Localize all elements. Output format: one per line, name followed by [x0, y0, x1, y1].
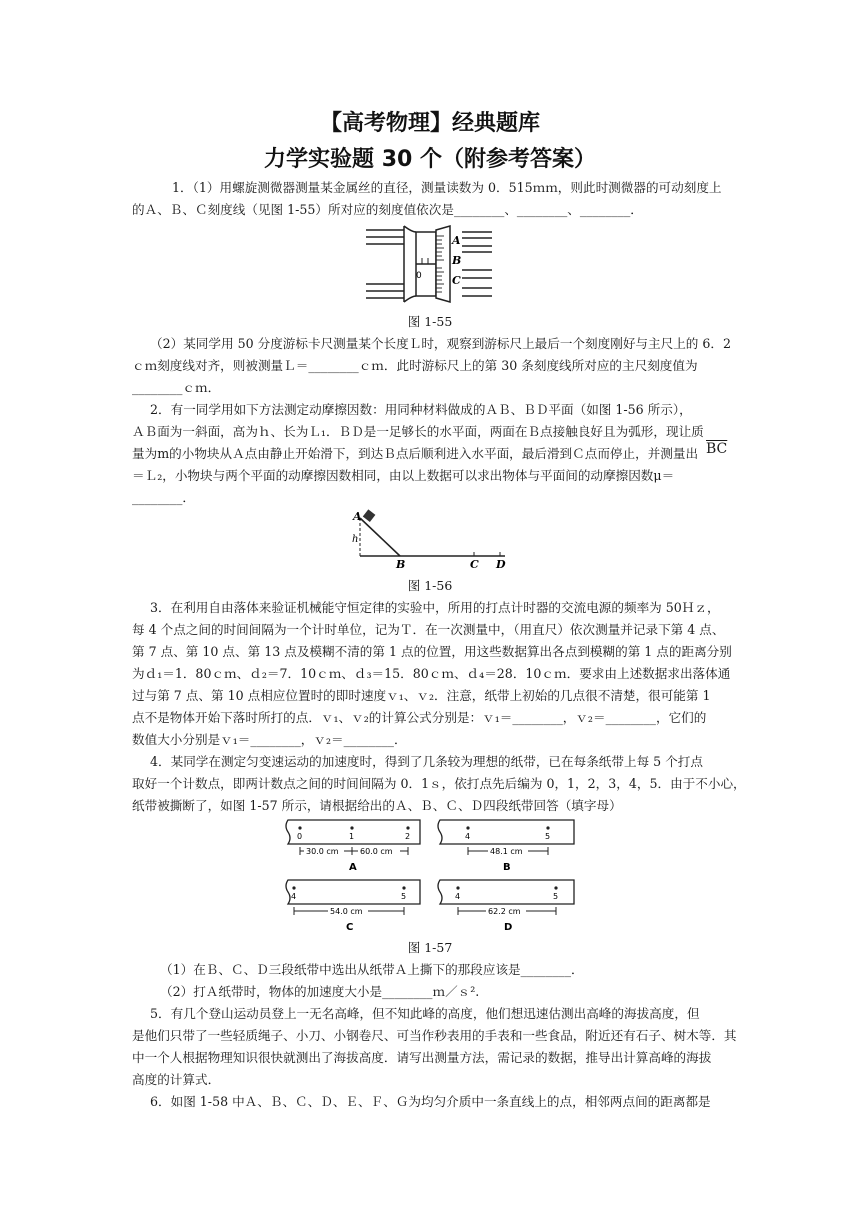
- text-line: ＝Ｌ₂，小物块与两个平面的动摩擦因数相同，由以上数据可以求出物体与平面间的动摩擦因数μ＝: [132, 468, 675, 483]
- micrometer-figure: [364, 222, 494, 306]
- text-line: 5．有几个登山运动员登上一无名高峰，但不知此峰的高度，他们想迅速估测出高峰的海拔高度，但: [150, 1006, 700, 1021]
- figure-caption: 图 1-57: [407, 940, 453, 955]
- tape-b-tick-4: 4: [465, 832, 471, 841]
- tape-c-dist: 54.0 cm: [330, 907, 363, 916]
- tape-a-dist1: 30.0 cm: [306, 847, 339, 856]
- text-line: （2）某同学用 50 分度游标卡尺测量某个长度Ｌ时，观察到游标尺上最后一个刻度刚好与主尺上的 6．2: [150, 336, 732, 351]
- tape-d-tick-5: 5: [553, 892, 559, 901]
- text-line: 6．如图 1-58 中Ａ、Ｂ、Ｃ、Ｄ、Ｅ、Ｆ、Ｇ为均匀介质中一条直线上的点，相邻两点间的距离都是: [150, 1094, 711, 1109]
- tape-d-tick-4: 4: [455, 892, 461, 901]
- tape-b: [438, 820, 574, 873]
- text-line: 4．某同学在测定匀变速运动的加速度时，得到了几条较为理想的纸带，已在每条纸带上每 5 个打点: [150, 754, 703, 769]
- text-line: 纸带被撕断了，如图 1-57 所示，请根据给出的Ａ、Ｂ、Ｃ、Ｄ四段纸带回答（填字母）: [132, 798, 622, 813]
- text-line: ＡＢ面为一斜面，高为ｈ、长为Ｌ₁．ＢＤ是一足够长的水平面，两面在Ｂ点接触良好且为弧形，现让质: [132, 424, 704, 439]
- text-line: 量为m的小物块从Ａ点由静止开始滑下，到达Ｂ点后顺利进入水平面，最后滑到Ｃ点而停止，并测量出: [132, 446, 699, 461]
- tape-b-tick-5: 5: [545, 832, 551, 841]
- text-line: （2）打Ａ纸带时，物体的加速度大小是________ｍ／ｓ².: [160, 984, 480, 999]
- text-line: 2．有一同学用如下方法测定动摩擦因数：用同种材料做成的ＡＢ、ＢＤ平面（如图 1-56 所示），: [150, 402, 692, 417]
- text-line: 中一个人根据物理知识很快就测出了海拔高度．请写出测量方法，需记录的数据，推导出计算高峰的海拔: [132, 1050, 712, 1065]
- tape-b-dist: 48.1 cm: [490, 847, 523, 856]
- tape-d-dist: 62.2 cm: [488, 907, 521, 916]
- incline-label-b: B: [396, 558, 406, 571]
- text-line: 1．（1）用螺旋测微器测量某金属丝的直径，测量读数为 0．515ｍｍ，则此时测微器的可动刻度上: [172, 180, 722, 195]
- text-line: 过与第 7 点、第 10 点相应位置时的即时速度ｖ₁、ｖ₂．注意，纸带上初始的几点很不清楚，很可能第 1: [132, 688, 711, 703]
- tape-c-tick-4: 4: [291, 892, 297, 901]
- text-line: 取好一个计数点，即两计数点之间的时间间隔为 0．1ｓ，依打点先后编为 0，1，2，3，4，5．由于不小心，: [132, 776, 746, 791]
- text-line: 是他们只带了一些轻质绳子、小刀、小钢卷尺、可当作秒表用的手表和一些食品，附近还有石子、树木等．其: [132, 1028, 737, 1043]
- tape-a: [286, 820, 420, 873]
- tape-a-tick-0: 0: [297, 832, 303, 841]
- incline-label-h: h: [352, 534, 359, 545]
- micrometer-label-c: C: [452, 274, 461, 287]
- tape-c: [286, 880, 420, 933]
- tape-a-tick-2: 2: [405, 832, 411, 841]
- tape-d-label: D: [504, 922, 513, 933]
- tape-c-tick-5: 5: [401, 892, 407, 901]
- text-line: 数值大小分别是ｖ₁＝________，ｖ₂＝________．: [132, 732, 407, 747]
- figure-caption: 图 1-55: [407, 314, 453, 329]
- tape-d: [438, 880, 574, 933]
- micrometer-label-b: B: [452, 254, 462, 267]
- text-line: 的Ａ、Ｂ、Ｃ刻度线（见图 1-55）所对应的刻度值依次是________、________、________．: [132, 202, 643, 217]
- tape-a-tick-1: 1: [349, 832, 355, 841]
- micrometer-label-0: 0: [416, 271, 422, 281]
- text-line: 高度的计算式．: [132, 1072, 221, 1087]
- text-line: 为ｄ₁＝1．80ｃｍ、ｄ₂＝7．10ｃｍ、ｄ₃＝15．80ｃｍ、ｄ₄＝28．10ｃｍ．要求由上述数据求出落体通: [132, 666, 731, 681]
- text-line: 第 7 点、第 10 点、第 13 点及模糊不清的第 1 点的位置，用这些数据算出各点到模糊的第 1 点的距离分别: [132, 644, 732, 659]
- incline-label-c: C: [470, 558, 479, 571]
- tape-a-label: A: [349, 862, 357, 873]
- incline-figure: [350, 506, 520, 572]
- bc-overline-label: $\overline{BC}$: [706, 441, 728, 457]
- doc-subtitle: 力学实验题 30 个（附参考答案）: [264, 147, 596, 172]
- tape-figure: [284, 818, 580, 936]
- incline-label-d: D: [496, 558, 506, 571]
- text-line: （1）在Ｂ、Ｃ、Ｄ三段纸带中选出从纸带Ａ上撕下的那段应该是________．: [160, 962, 584, 977]
- figure-caption: 图 1-56: [407, 578, 453, 593]
- tape-b-label: B: [503, 862, 511, 873]
- text-line: ________ｃｍ．: [132, 380, 221, 395]
- incline-label-a: A: [353, 510, 362, 523]
- tape-c-label: C: [346, 922, 354, 933]
- text-line: ｃｍ刻度线对齐，则被测量Ｌ＝________ｃｍ．此时游标尺上的第 30 条刻度线所对应的主尺刻度值为: [132, 358, 698, 373]
- text-line: 3．在利用自由落体来验证机械能守恒定律的实验中，所用的打点计时器的交流电源的频率为 50Ｈｚ，: [150, 600, 720, 615]
- micrometer-label-a: A: [452, 234, 461, 247]
- text-line: 点不是物体开始下落时所打的点．ｖ₁、ｖ₂的计算公式分别是：ｖ₁＝________，ｖ₂＝________，它们的: [132, 710, 707, 725]
- tape-a-dist2: 60.0 cm: [360, 847, 393, 856]
- text-line: ________．: [132, 490, 195, 505]
- doc-title: 【高考物理】经典题库: [319, 111, 540, 136]
- text-line: 每 4 个点之间的时间间隔为一个计时单位，记为Ｔ．在一次测量中，（用直尺）依次测量并记录下第 4 点、: [132, 622, 725, 637]
